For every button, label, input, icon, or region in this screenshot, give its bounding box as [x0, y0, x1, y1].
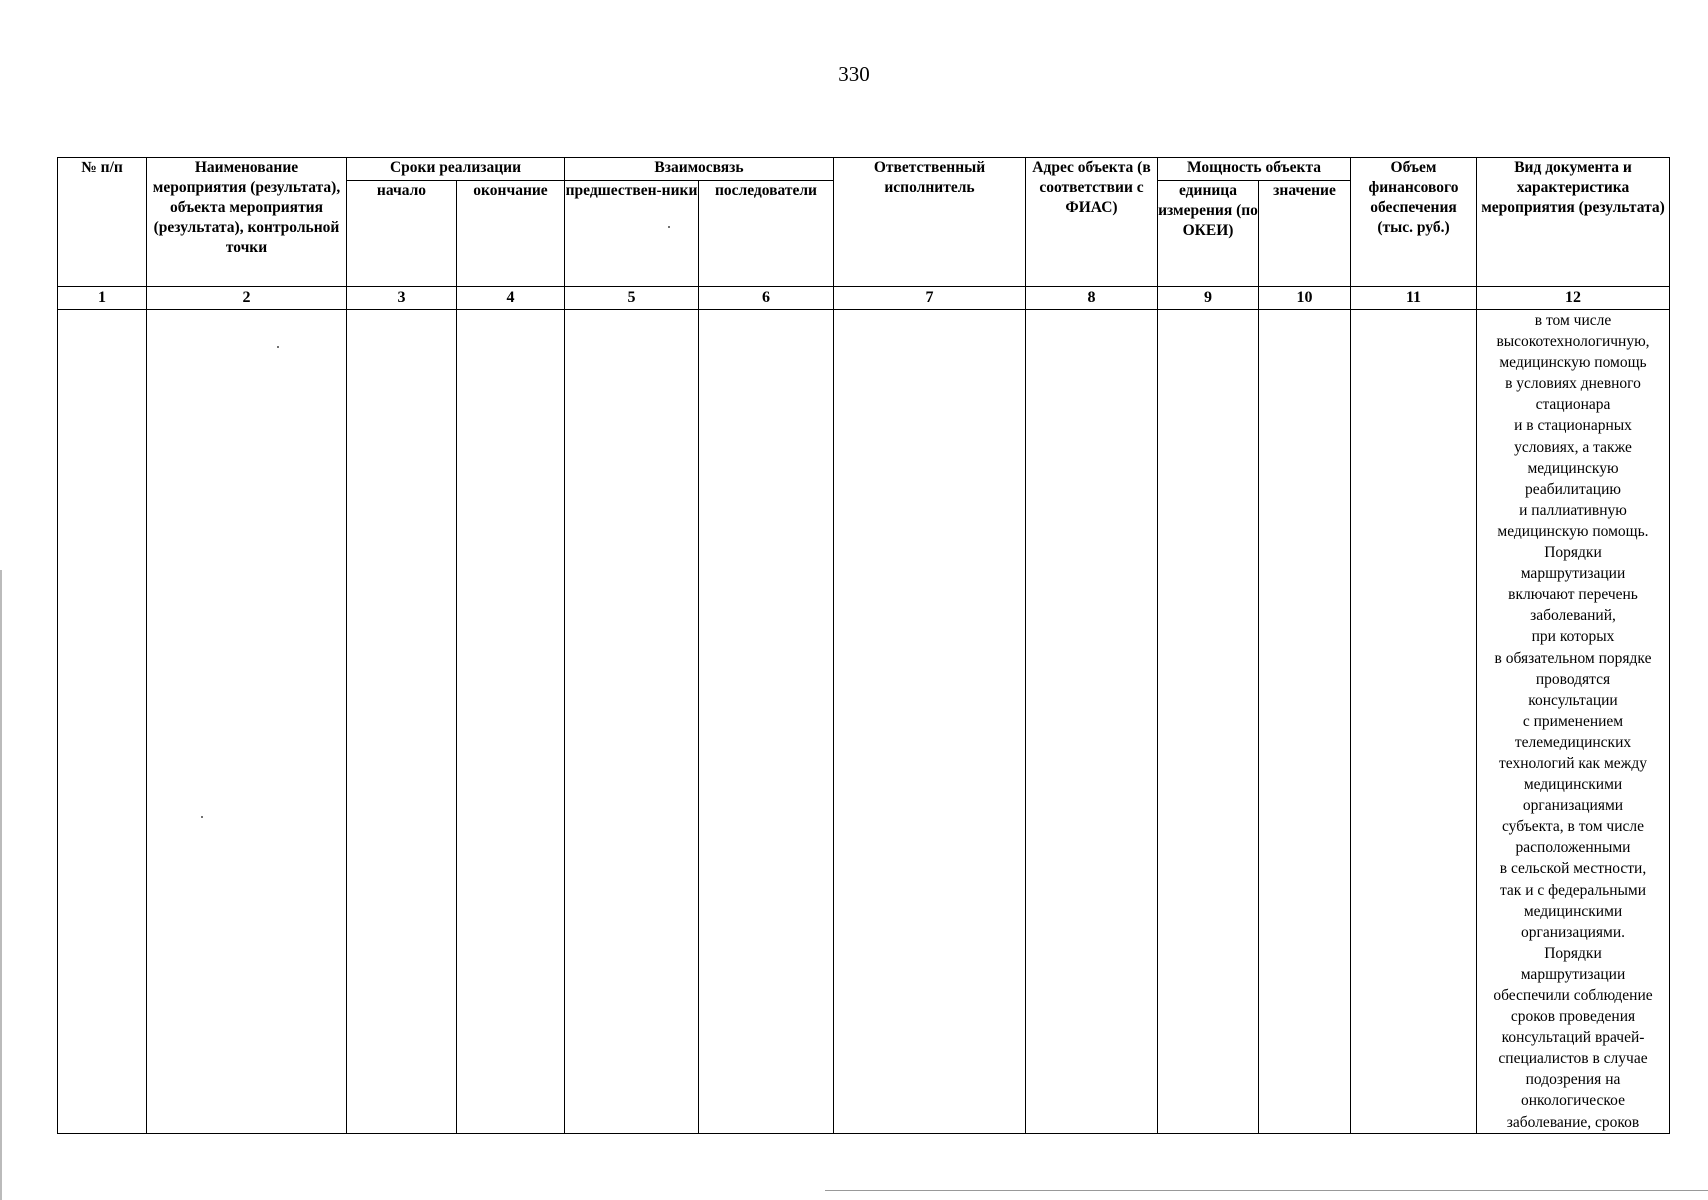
cell-name [147, 310, 347, 1134]
header-name: Наименование мероприятия (результата), объекта мероприятия (результата), контрольной точки [147, 158, 347, 287]
header-row-main [58, 158, 1670, 181]
header-successors: последователи [699, 181, 834, 287]
col-number-6: 6 [699, 287, 834, 310]
header-predecessors: предшествен-ники [565, 181, 699, 287]
header-end: окончание [457, 181, 565, 287]
scan-bottom-line [825, 1190, 1708, 1191]
header-terms: Сроки реализации [347, 158, 565, 181]
header-address: Адрес объекта (в соответствии с ФИАС) [1026, 158, 1158, 287]
doc-type-description: в том числе высокотехнологичную, медицинскую помощь в условиях дневного стационара и в стационарных условиях, а также медицинскую реабилитацию и паллиативную медицинскую помощь. Порядки маршрутизации включают перечень заболеваний, при которых в обязательном порядке проводятся консультации с применением телемедицинских технологий как между медицинскими организациями субъекта, в том числе расположенными в сельской местности, так и с федеральными медицинскими организациями. Порядки маршрутизации обеспечили соблюдение сроков проведения консультаций врачей- специалистов в случае подозрения на онкологическое заболевание, сроков [1493, 312, 1653, 1131]
header-value: значение [1259, 181, 1351, 287]
col-number-12: 12 [1477, 287, 1670, 310]
cell-value [1259, 310, 1351, 1134]
header-capacity: Мощность объекта [1158, 158, 1351, 181]
cell-responsible [834, 310, 1026, 1134]
plan-table [57, 157, 1670, 1134]
col-number-7: 7 [834, 287, 1026, 310]
col-number-4: 4 [457, 287, 565, 310]
header-unit: единица измерения (по ОКЕИ) [1158, 181, 1259, 287]
cell-volume [1351, 310, 1477, 1134]
cell-no [58, 310, 147, 1134]
cell-end [457, 310, 565, 1134]
header-responsible: Ответственный исполнитель [834, 158, 1026, 287]
cell-doc-type [1477, 310, 1670, 1134]
col-number-11: 11 [1351, 287, 1477, 310]
header-start: начало [347, 181, 457, 287]
table-row [58, 310, 1670, 1134]
header-volume: Объем финансового обеспечения (тыс. руб.) [1351, 158, 1477, 287]
col-number-1: 1 [58, 287, 147, 310]
scan-speck [668, 226, 670, 228]
header-no: № п/п [58, 158, 147, 287]
cell-start [347, 310, 457, 1134]
cell-successors [699, 310, 834, 1134]
cell-unit [1158, 310, 1259, 1134]
col-number-2: 2 [147, 287, 347, 310]
col-number-8: 8 [1026, 287, 1158, 310]
column-number-row [58, 287, 1670, 310]
col-number-9: 9 [1158, 287, 1259, 310]
col-number-5: 5 [565, 287, 699, 310]
header-doc-type: Вид документа и характеристика мероприятия (результата) [1477, 158, 1670, 287]
cell-predecessors [565, 310, 699, 1134]
col-number-3: 3 [347, 287, 457, 310]
scan-speck [201, 816, 203, 818]
scan-edge-line [0, 570, 2, 1200]
page-number: 330 [838, 62, 870, 86]
cell-address [1026, 310, 1158, 1134]
col-number-10: 10 [1259, 287, 1351, 310]
header-relation: Взаимосвязь [565, 158, 834, 181]
scan-speck [277, 346, 279, 348]
